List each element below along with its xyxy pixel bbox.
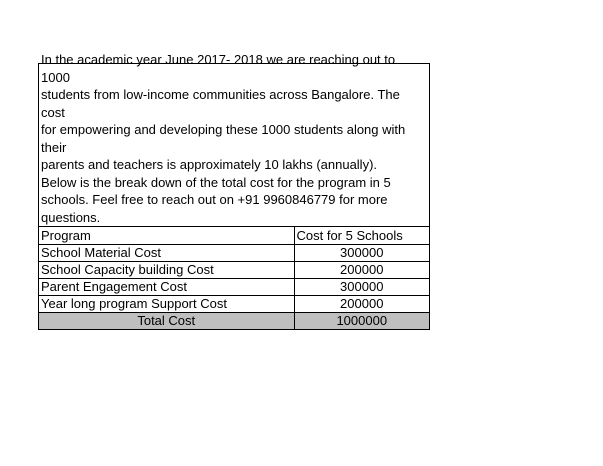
cost-breakdown-sheet xyxy=(38,52,430,330)
table-row xyxy=(39,261,429,278)
cost-cell: 200000 xyxy=(294,261,429,278)
table-row xyxy=(39,278,429,295)
program-cell: Parent Engagement Cost xyxy=(39,278,294,295)
total-label: Total Cost xyxy=(39,312,294,329)
table-row xyxy=(39,295,429,312)
intro-line: Below is the break down of the total cost for the program in 5 xyxy=(41,174,391,190)
intro-line: schools. Feel free to reach out on +91 9960846779 for more xyxy=(41,192,388,207)
program-cell: School Capacity building Cost xyxy=(39,261,294,278)
cost-cell: 300000 xyxy=(294,278,429,295)
program-cell: School Material Cost xyxy=(39,244,294,261)
intro-line: students from low-income communities across Bangalore. The cost xyxy=(41,87,404,120)
cost-cell: 300000 xyxy=(294,244,429,261)
intro-line: for empowering and developing these 1000 students along with their xyxy=(41,122,409,155)
header-cost: Cost for 5 Schools xyxy=(294,227,429,244)
cost-cell: 200000 xyxy=(294,295,429,312)
cost-table xyxy=(39,227,429,329)
intro-line: In the academic year June 2017- 2018 we are reaching out to 1000 xyxy=(41,52,399,85)
program-cell: Year long program Support Cost xyxy=(39,295,294,312)
table-row xyxy=(39,244,429,261)
total-row xyxy=(39,312,429,329)
intro-line: questions. xyxy=(41,209,101,225)
table-header-row xyxy=(39,227,429,244)
header-program: Program xyxy=(39,227,294,244)
total-value: 1000000 xyxy=(294,312,429,329)
intro-text-block xyxy=(39,52,429,227)
intro-line: parents and teachers is approximately 10 lakhs (annually). xyxy=(41,157,378,172)
